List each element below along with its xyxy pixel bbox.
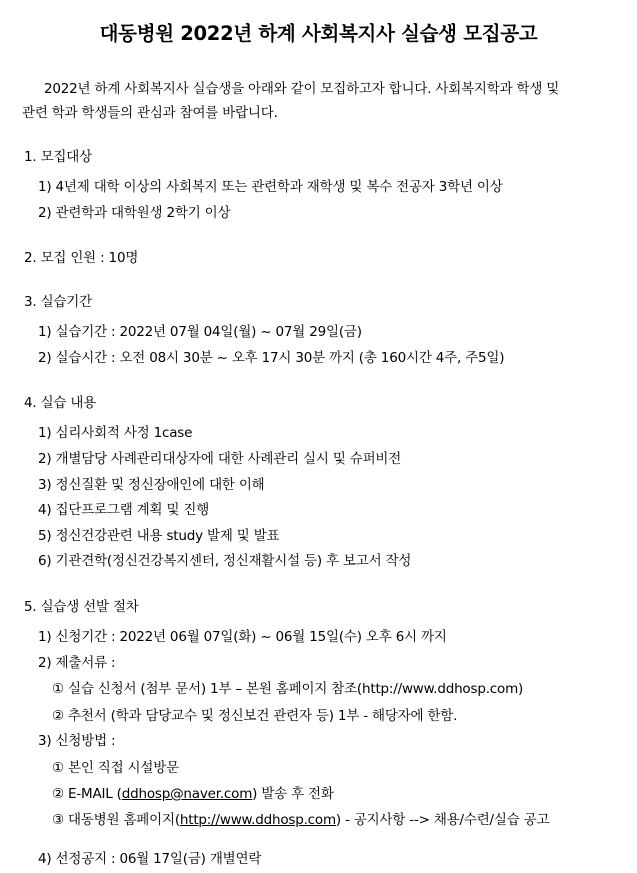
- selection-document-1: ① 실습 신청서 (첨부 문서) 1부 – 본원 홈페이지 참조(http://www.ddhosp.com): [52, 681, 524, 698]
- section-item: 3) 정신질환 및 정신장애인에 대한 이해: [38, 476, 265, 493]
- homepage-link[interactable]: http://www.ddhosp.com: [179, 812, 336, 829]
- selection-documents-label: 2) 제출서류 :: [38, 654, 116, 671]
- section-selection-process: [22, 597, 615, 873]
- email-link[interactable]: ddhosp@naver.com: [121, 785, 253, 802]
- selection-application-period: 1) 신청기간 : 2022년 06월 07일(화) ~ 06월 15일(수) 오후 6시 까지: [38, 628, 447, 645]
- section-heading: 4. 실습 내용: [24, 395, 97, 412]
- section-recruit-target: [22, 147, 615, 226]
- section-heading: 3. 실습기간: [24, 294, 92, 311]
- section-practice-content: [22, 393, 615, 575]
- method-3-suffix: ) - 공지사항 --> 채용/수련/실습 공고: [335, 812, 550, 829]
- intro-line-1: 2022년 하계 사회복지사 실습생을 아래와 같이 모집하고자 합니다. 사회복지학과 학생 및: [44, 81, 560, 97]
- selection-method-3: [22, 807, 615, 833]
- section-heading: 2. 모집 인원 : 10명: [24, 250, 139, 267]
- intro-line-2: 관련 학과 학생들의 관심과 참여를 바랍니다.: [22, 104, 278, 121]
- section-item: 6) 기관견학(정신건강복지센터, 정신재활시설 등) 후 보고서 작성: [38, 553, 412, 570]
- section-item: 1) 실습기간 : 2022년 07월 04일(월) ~ 07월 29일(금): [38, 324, 362, 341]
- method-2-suffix: ) 발송 후 전화: [252, 785, 334, 802]
- page-title: 대동병원 2022년 하계 사회복지사 실습생 모집공고: [99, 22, 538, 45]
- section-item: 2) 개별담당 사례관리대상자에 대한 사례관리 실시 및 슈퍼비전: [38, 450, 402, 467]
- selection-document-2: ② 추천서 (학과 담당교수 및 정신보건 관련자 등) 1부 - 해당자에 한함.: [52, 707, 458, 724]
- selection-notice-date: 4) 선정공지 : 06월 17일(금) 개별연락: [38, 851, 262, 868]
- section-item: 1) 4년제 대학 이상의 사회복지 또는 관련학과 재학생 및 복수 전공자 3학년 이상: [38, 179, 503, 196]
- selection-method-1: ① 본인 직접 시설방문: [52, 759, 179, 776]
- section-item: 5) 정신건강관련 내용 study 발제 및 발표: [38, 527, 280, 544]
- section-recruit-count: [22, 248, 615, 270]
- selection-method-2: [22, 781, 615, 807]
- method-2-prefix: ② E-MAIL (: [52, 785, 122, 802]
- section-heading: 5. 실습생 선발 절차: [24, 599, 139, 616]
- method-3-prefix: ③ 대동병원 홈페이지(: [52, 812, 180, 829]
- section-item: 1) 심리사회적 사정 1case: [38, 425, 193, 442]
- section-item: 4) 집단프로그램 계획 및 진행: [38, 502, 210, 519]
- section-item: 2) 관련학과 대학원생 2학기 이상: [38, 204, 231, 221]
- section-item: 2) 실습시간 : 오전 08시 30분 ~ 오후 17시 30분 까지 (총 160시간 4주, 주5일): [38, 349, 505, 366]
- selection-method-label: 3) 신청방법 :: [38, 732, 116, 749]
- intro-paragraph: [22, 78, 615, 125]
- section-practice-period: [22, 292, 615, 371]
- section-heading: 1. 모집대상: [24, 149, 92, 166]
